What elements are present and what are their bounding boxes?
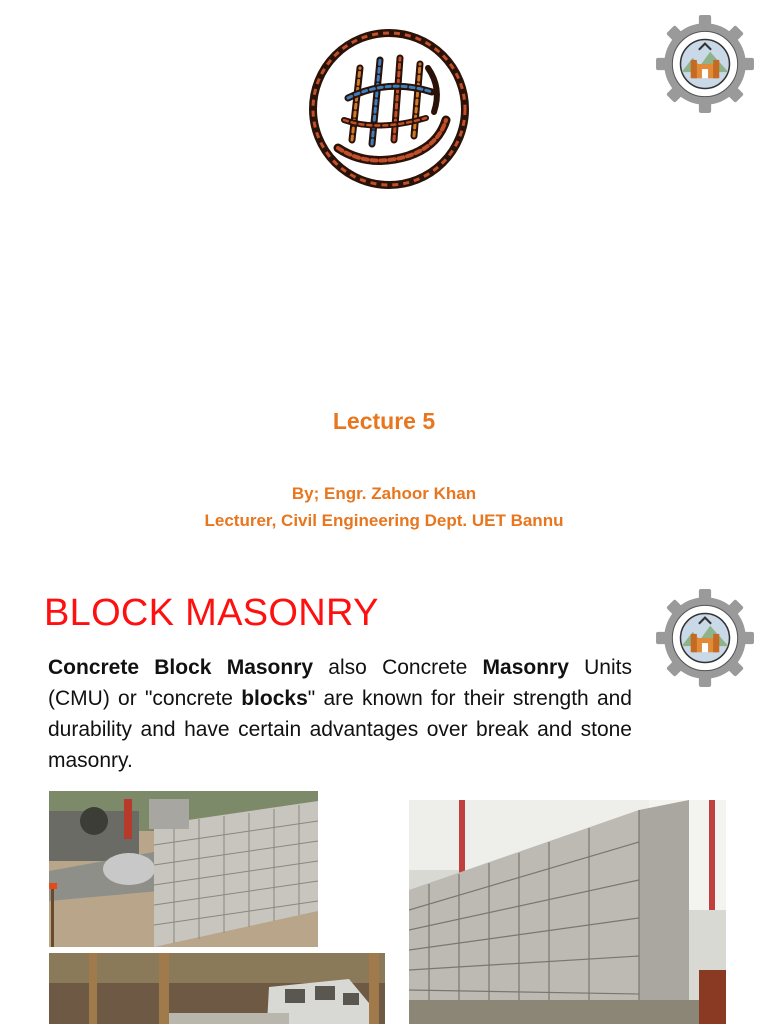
body-paragraph xyxy=(48,652,632,776)
uet-bannu-gear-emblem-icon xyxy=(654,13,756,115)
lecture-title: Lecture 5 xyxy=(332,408,436,434)
uet-bannu-gear-emblem-icon xyxy=(654,587,756,689)
author-line: By; Engr. Zahoor Khan xyxy=(291,484,477,503)
bismillah-calligraphy-icon xyxy=(308,28,470,190)
text-run: Units (CMU) or "concrete xyxy=(48,656,632,710)
block-wall-corner-photo xyxy=(409,800,726,1024)
text-run: also Concrete xyxy=(313,656,483,679)
content-slide xyxy=(0,576,768,1024)
hollow-concrete-blocks-photo xyxy=(49,953,385,1024)
author-block xyxy=(0,480,768,534)
text-run: " are known for their strength and durability and have certain advantages over break and stone masonry. xyxy=(48,687,632,772)
affiliation-line: Lecturer, Civil Engineering Dept. UET Bannu xyxy=(204,511,564,530)
slide-heading: BLOCK MASONRY xyxy=(44,592,379,634)
bold-term: blocks xyxy=(241,687,308,710)
bold-term: Concrete Block Masonry xyxy=(48,656,314,679)
bold-term: Masonry xyxy=(482,656,569,679)
block-wall-construction-photo xyxy=(49,791,318,947)
